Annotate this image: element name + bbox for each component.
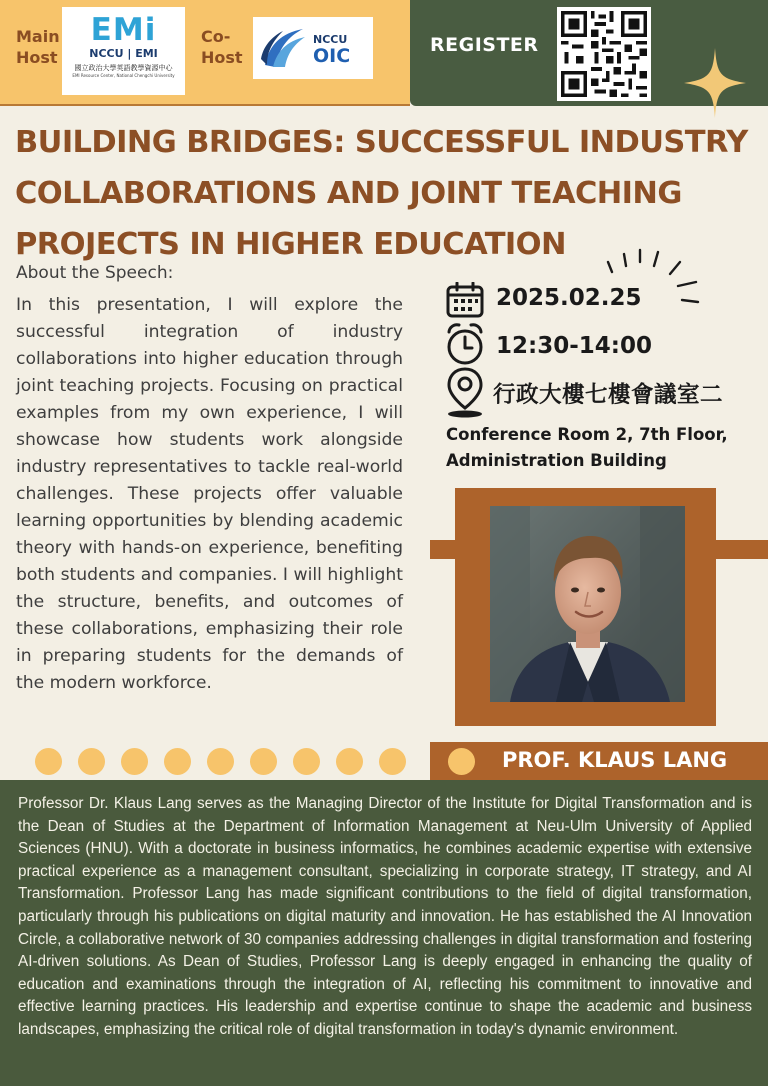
- oic-wave-icon: [259, 25, 309, 71]
- venue-english-line-1: Conference Room 2, 7th Floor,: [446, 425, 728, 444]
- oic-logo-top: NCCU: [313, 33, 348, 46]
- co-host-label: Co- Host: [201, 27, 243, 67]
- venue-english-line-2: Administration Building: [446, 451, 667, 470]
- event-venue-chinese: 行政大樓七樓會議室二: [493, 382, 724, 408]
- calendar-icon: [446, 282, 484, 318]
- alarm-clock-icon: [445, 322, 485, 366]
- decorative-dot: [336, 748, 363, 775]
- speaker-name: PROF. KLAUS LANG: [502, 748, 728, 772]
- location-pin-icon: [444, 366, 486, 418]
- event-venue-english: [446, 422, 766, 474]
- emi-logo-english: EMI Resource Center, National Chengchi University: [72, 73, 175, 78]
- sparkle-icon: [684, 48, 746, 118]
- emi-logo-mark: EMi: [90, 12, 157, 48]
- decorative-dot: [78, 748, 105, 775]
- decorative-dot: [35, 748, 62, 775]
- register-label: REGISTER: [430, 34, 539, 56]
- decorative-dot: [250, 748, 277, 775]
- emi-logo-sub: NCCU | EMI: [89, 47, 158, 60]
- event-date: 2025.02.25: [496, 285, 642, 311]
- oic-logo-bottom: OIC: [313, 45, 351, 67]
- main-host-label: Main Host: [16, 27, 60, 67]
- qr-code-icon[interactable]: [557, 7, 651, 101]
- decorative-dot: [164, 748, 191, 775]
- speaker-bio: Professor Dr. Klaus Lang serves as the Managing Director of the Institute for Digital Transformation and is the Dean of Studies at the Department of Information Management at Neu-Ulm University of Applied Sciences (HNU). With a doctorate in business informatics, he combines academic expertise with extensive practical experience as a management consultant, specializing in corporate strategy, IT strategy, and AI Transformation. Professor Lang has made significant contributions to the field of digital transformation, particularly through his publications on digital maturity and innovation. He has established the AI Innovation Circle, a collaborative network of 30 companies addressing challenges in digital transformation and fostering AI-driven solutions. As Dean of Studies, Professor Lang is deeply engaged in enhancing the quality of education and examinations through the integration of AI, reflecting his commitment to innovative and effective learning practices. His leadership and expertise continue to shape the academic and business landscapes, emphasizing the critical role of digital transformation in today's dynamic environment.: [18, 795, 752, 1038]
- about-label: About the Speech:: [16, 263, 174, 283]
- oic-logo: [253, 17, 373, 79]
- decorative-dot: [121, 748, 148, 775]
- emi-logo-chinese: 國立政治大學英語教學資源中心: [74, 64, 173, 72]
- decorative-dot: [293, 748, 320, 775]
- decorative-dot: [448, 748, 475, 775]
- event-title: BUILDING BRIDGES: SUCCESSFUL INDUSTRY COLLABORATIONS AND JOINT TEACHING PROJECTS IN HIGHER EDUCATION: [15, 125, 748, 262]
- event-time: 12:30-14:00: [496, 333, 652, 359]
- speaker-photo: [490, 506, 685, 702]
- emi-logo: [62, 7, 185, 95]
- decorative-dot: [379, 748, 406, 775]
- about-text: In this presentation, I will explore the successful integration of industry collaborations into higher education through joint teaching projects. Focusing on practical examples from my own experience, I will showcase how students work alongside industry representatives to tackle real-world challenges. These projects offer valuable learning opportunities by blending academic theory with hands-on experience, benefiting both students and companies. I will highlight the structure, benefits, and outcomes of these collaborations, emphasizing their role in preparing students for the demands of the modern workforce.: [16, 295, 403, 693]
- decorative-dot: [207, 748, 234, 775]
